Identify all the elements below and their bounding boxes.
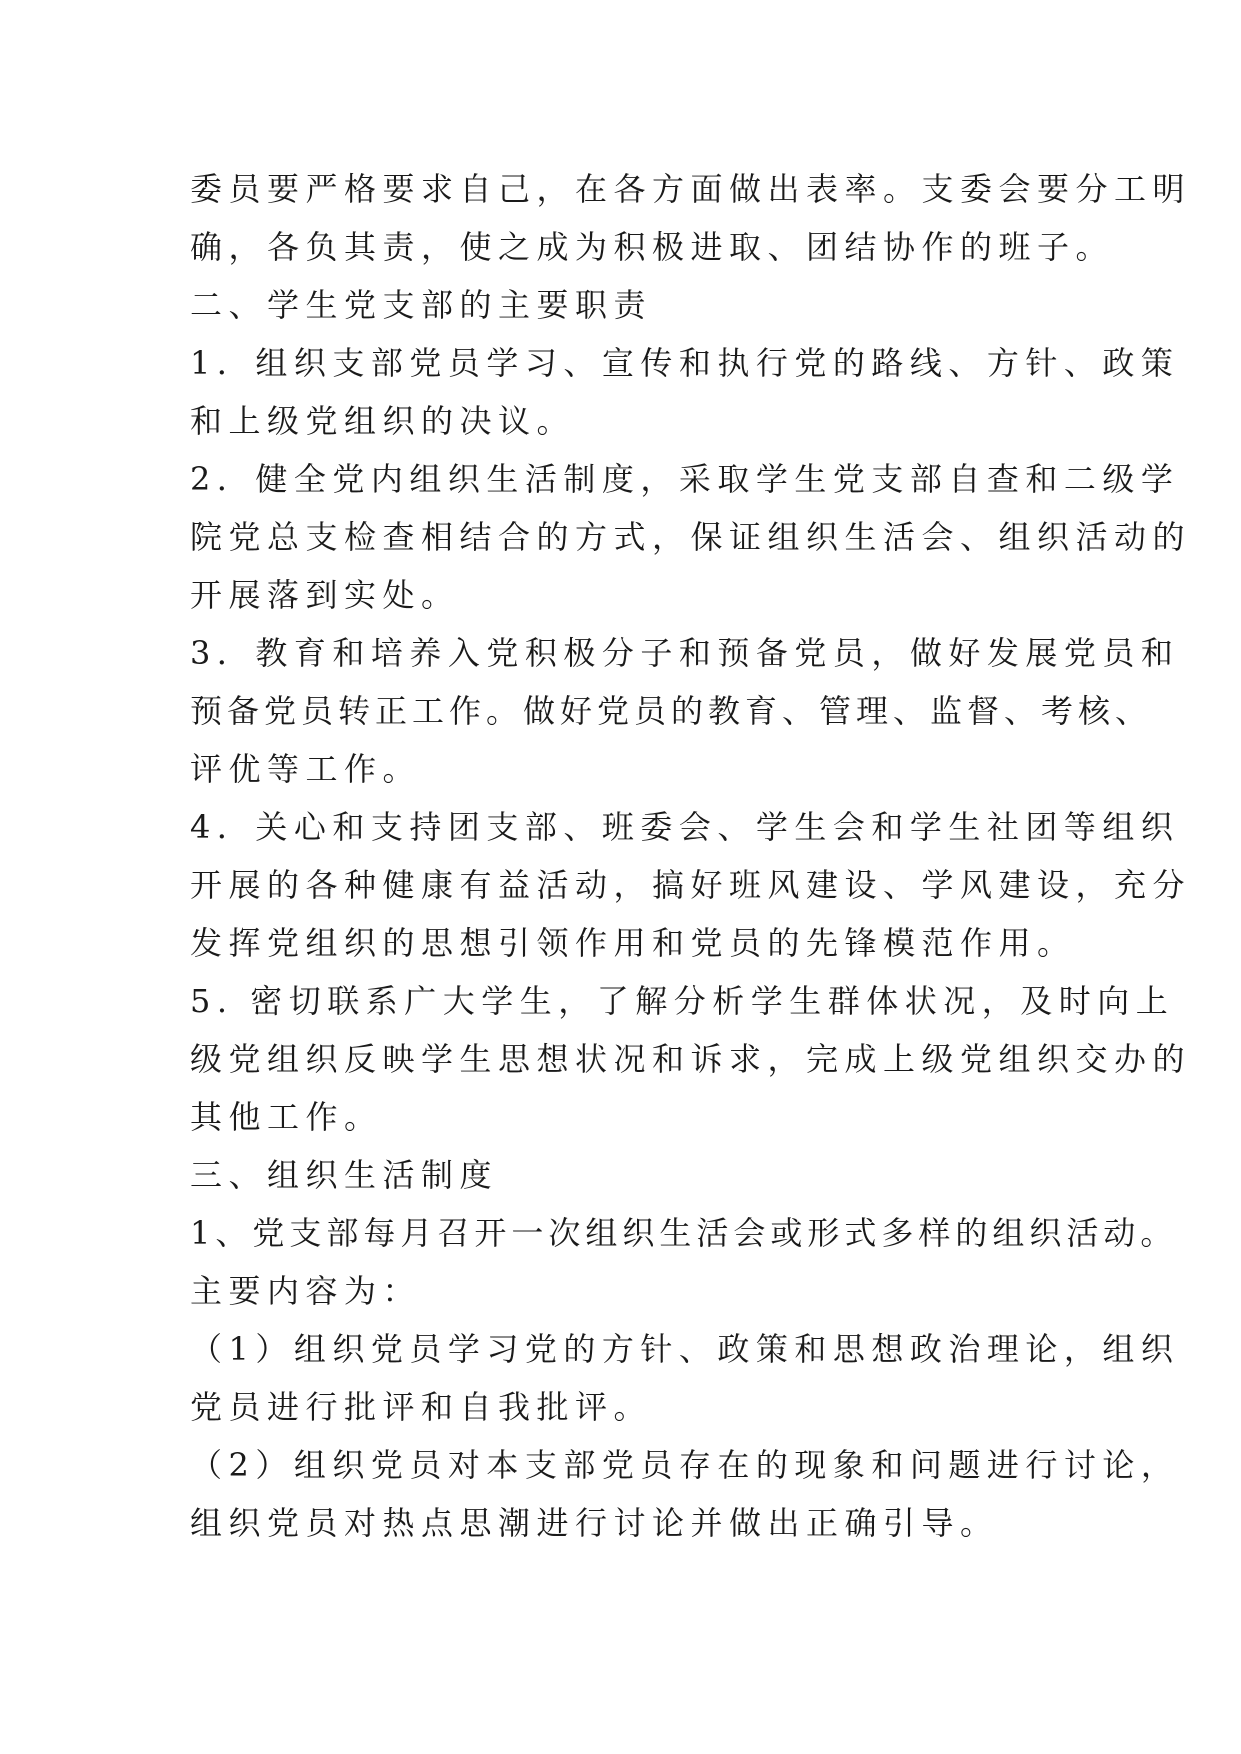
paragraph-line: 和上级党组织的决议。 xyxy=(190,402,576,440)
paragraph-line: 预备党员转正工作。做好党员的教育、管理、监督、考核、 xyxy=(190,692,1153,730)
paragraph-line: 其他工作。 xyxy=(190,1098,383,1136)
paragraph-line: 4．关心和支持团支部、班委会、学生会和学生社团等组织 xyxy=(190,808,1180,846)
paragraph-line: 委员要严格要求自己，在各方面做出表率。支委会要分工明 xyxy=(190,170,1192,208)
paragraph-line: 党员进行批评和自我批评。 xyxy=(190,1388,653,1426)
paragraph-line: （1）组织党员学习党的方针、政策和思想政治理论，组织 xyxy=(190,1330,1180,1368)
paragraph-line: 组织党员对热点思潮进行讨论并做出正确引导。 xyxy=(190,1504,999,1542)
paragraph-line: 5. 密切联系广大学生，了解分析学生群体状况，及时向上 xyxy=(190,982,1175,1020)
paragraph-line: 开展的各种健康有益活动，搞好班风建设、学风建设，充分 xyxy=(190,866,1192,904)
paragraph-line: 1、党支部每月召开一次组织生活会或形式多样的组织活动。 xyxy=(190,1214,1178,1252)
paragraph-line: 主要内容为： xyxy=(190,1272,422,1310)
paragraph-line: 1．组织支部党员学习、宣传和执行党的路线、方针、政策 xyxy=(190,344,1180,382)
section-heading: 二、学生党支部的主要职责 xyxy=(190,286,653,324)
paragraph-line: 3．教育和培养入党积极分子和预备党员，做好发展党员和 xyxy=(190,634,1180,672)
section-heading: 三、组织生活制度 xyxy=(190,1156,499,1194)
paragraph-line: 评优等工作。 xyxy=(190,750,422,788)
paragraph-line: 发挥党组织的思想引领作用和党员的先锋模范作用。 xyxy=(190,924,1076,962)
paragraph-line: 2．健全党内组织生活制度，采取学生党支部自查和二级学 xyxy=(190,460,1180,498)
paragraph-line: 院党总支检查相结合的方式，保证组织生活会、组织活动的 xyxy=(190,518,1192,556)
paragraph-line: （2）组织党员对本支部党员存在的现象和问题进行讨论， xyxy=(190,1446,1180,1484)
document-body xyxy=(190,160,1192,1552)
paragraph-line: 开展落到实处。 xyxy=(190,576,460,614)
paragraph-line: 确，各负其责，使之成为积极进取、团结协作的班子。 xyxy=(190,228,1115,266)
paragraph-line: 级党组织反映学生思想状况和诉求，完成上级党组织交办的 xyxy=(190,1040,1192,1078)
